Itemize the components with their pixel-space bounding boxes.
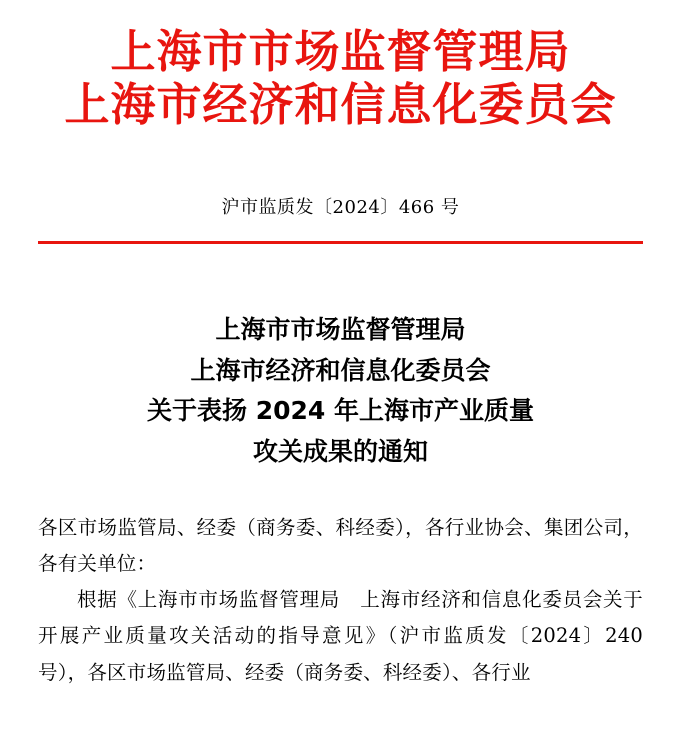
red-separator-rule	[38, 241, 643, 244]
page-title-line-4: 攻关成果的通知	[252, 436, 428, 466]
document-body	[38, 510, 643, 690]
body-paragraph-salutation: 各区市场监管局、经委（商务委、科经委），各行业协会、集团公司，各有关单位：	[38, 516, 643, 576]
page-title	[38, 310, 643, 472]
page-title-line-1: 上海市市场监督管理局	[215, 315, 466, 345]
document-number: 沪市监质发〔2024〕466 号	[221, 197, 460, 219]
page-title-line-3: 关于表扬 2024 年上海市产业质量	[147, 396, 534, 426]
letterhead-line-1: 上海市市场监督管理局	[110, 25, 571, 78]
letterhead	[38, 0, 643, 131]
body-paragraph-1: 根据《上海市市场监督管理局 上海市经济和信息化委员会关于开展产业质量攻关活动的指导意见》（沪市监质发〔2024〕240 号），各区市场监管局、经委（商务委、科经委）、各行业	[38, 588, 643, 684]
page-title-line-2: 上海市经济和信息化委员会	[190, 355, 491, 385]
letterhead-line-2: 上海市经济和信息化委员会	[64, 77, 617, 131]
